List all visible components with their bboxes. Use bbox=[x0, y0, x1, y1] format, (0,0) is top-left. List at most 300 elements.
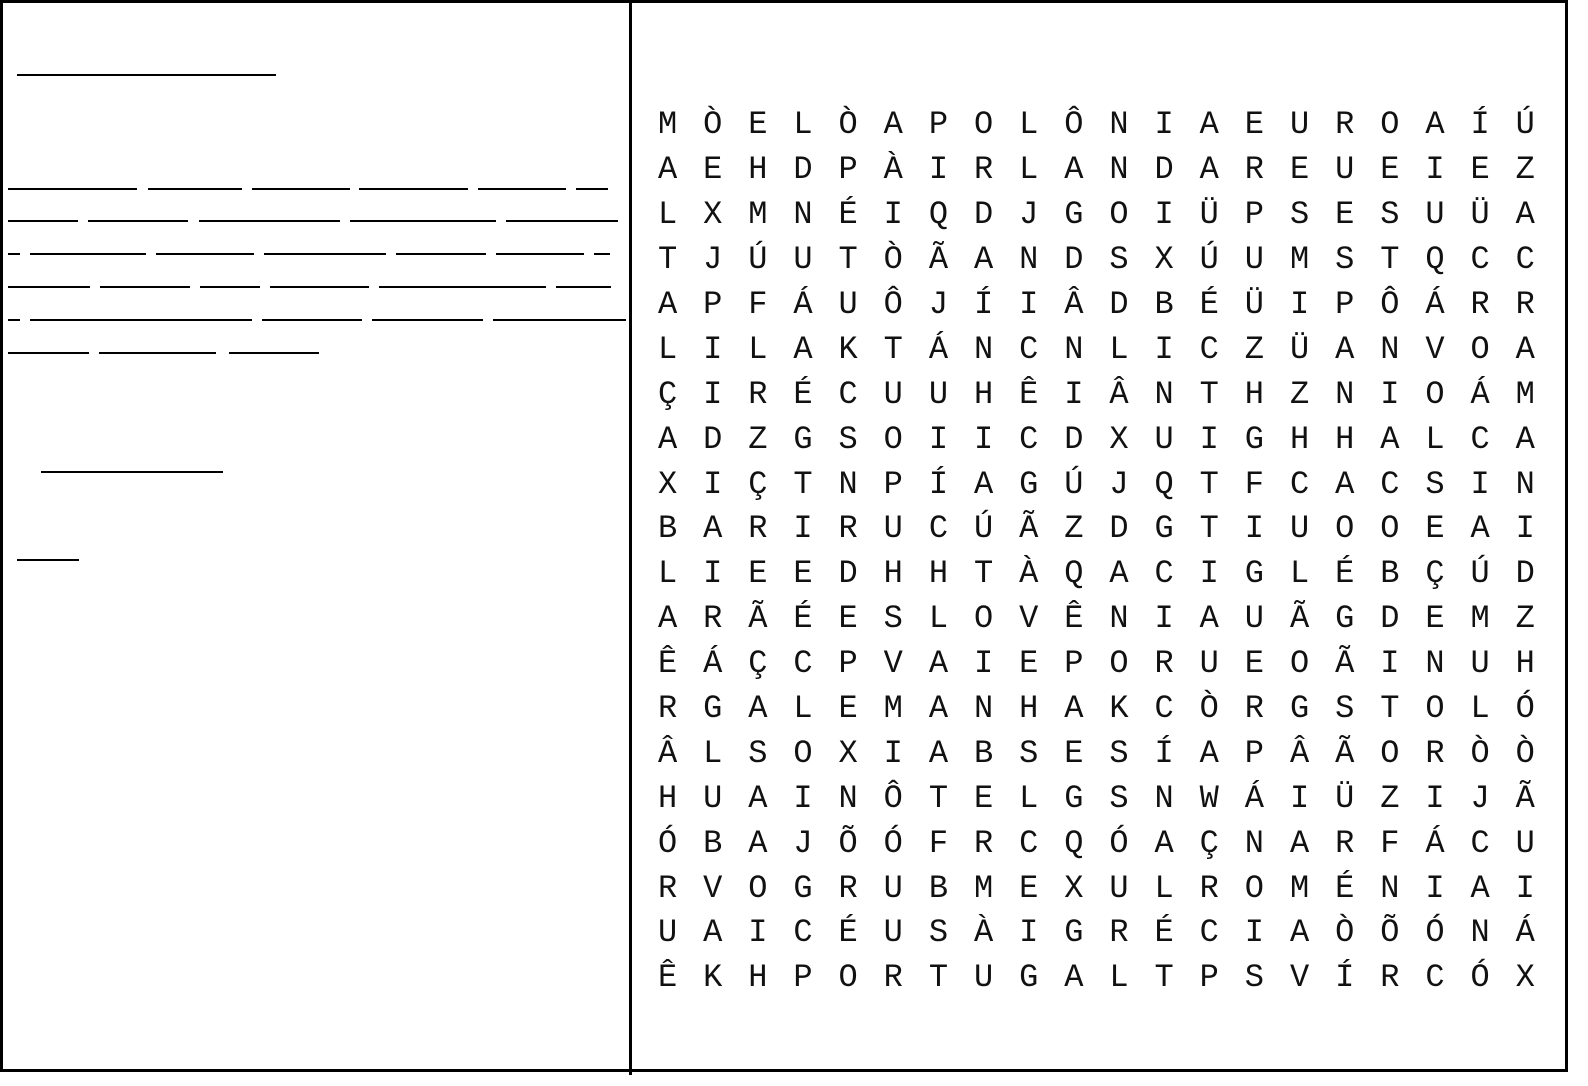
grid-letter: O bbox=[1109, 196, 1129, 234]
grid-letter: N bbox=[973, 330, 994, 368]
grid-letter: I bbox=[1425, 779, 1445, 817]
grid-letter: G bbox=[1154, 510, 1174, 548]
grid-letter: A bbox=[1199, 734, 1219, 772]
grid-letter: É bbox=[1335, 869, 1355, 907]
grid-letter: A bbox=[1064, 959, 1084, 997]
grid-letter: Ã bbox=[1335, 734, 1355, 772]
grid-letter: K bbox=[838, 330, 858, 368]
grid-letter: U bbox=[703, 779, 723, 817]
grid-letter: É bbox=[793, 600, 813, 638]
grid-letter: C bbox=[1019, 420, 1039, 458]
grid-letter: P bbox=[1244, 196, 1264, 234]
grid-letter: Q bbox=[1064, 555, 1084, 593]
grid-letter: U bbox=[657, 914, 678, 952]
grid-letter: E bbox=[1019, 645, 1039, 683]
grid-letter: L bbox=[1019, 151, 1039, 189]
grid-letter: Á bbox=[928, 330, 949, 368]
grid-letter: I bbox=[1425, 869, 1445, 907]
grid-letter: L bbox=[748, 330, 768, 368]
grid-letter: E bbox=[1064, 734, 1084, 772]
grid-letter: F bbox=[748, 286, 768, 323]
grid-letter: D bbox=[1515, 555, 1535, 593]
grid-letter: Z bbox=[1380, 779, 1400, 817]
grid-letter: O bbox=[1425, 690, 1445, 728]
grid-letter: P bbox=[838, 151, 858, 189]
text-blank-line bbox=[148, 188, 242, 190]
grid-letter: U bbox=[883, 510, 903, 548]
grid-letter: N bbox=[1515, 465, 1535, 503]
grid-letter: Ç bbox=[1425, 555, 1445, 593]
grid-letter: C bbox=[1470, 420, 1490, 458]
grid-letter: A bbox=[748, 824, 768, 862]
grid-letter: D bbox=[1109, 510, 1129, 548]
grid-letter: M bbox=[1289, 241, 1310, 279]
grid-letter: A bbox=[1064, 690, 1084, 728]
grid-letter: G bbox=[1019, 959, 1039, 997]
grid-letter: E bbox=[748, 555, 768, 593]
grid-letter: G bbox=[793, 420, 813, 458]
grid-letter: C bbox=[1154, 690, 1174, 728]
answer-blank-line bbox=[41, 471, 223, 473]
grid-letter: A bbox=[657, 151, 678, 189]
text-blank-line bbox=[350, 220, 496, 222]
grid-letter: G bbox=[703, 690, 723, 728]
grid-letter: Z bbox=[748, 420, 768, 458]
grid-letter: R bbox=[973, 824, 994, 862]
grid-letter: U bbox=[1470, 645, 1490, 683]
grid-letter: I bbox=[1380, 375, 1400, 413]
grid-letter: I bbox=[1064, 375, 1084, 413]
grid-letter: U bbox=[883, 375, 903, 413]
grid-letter: H bbox=[1289, 420, 1310, 458]
grid-letter: Á bbox=[1244, 779, 1264, 817]
grid-letter: C bbox=[1154, 555, 1174, 593]
grid-letter: E bbox=[1425, 510, 1445, 548]
grid-letter: A bbox=[1470, 510, 1490, 548]
grid-letter: U bbox=[1109, 869, 1129, 907]
grid-letter: F bbox=[1244, 465, 1264, 503]
grid-letter: Â bbox=[657, 734, 678, 772]
grid-letter: T bbox=[1199, 510, 1219, 548]
grid-letter: N bbox=[1154, 375, 1174, 413]
grid-letter: T bbox=[1154, 959, 1174, 997]
grid-letter: Ú bbox=[1199, 241, 1219, 279]
grid-letter: Ê bbox=[657, 959, 678, 997]
grid-letter: R bbox=[838, 510, 858, 548]
grid-letter: O bbox=[973, 106, 994, 144]
grid-letter: Ó bbox=[883, 824, 903, 862]
grid-letter: Ò bbox=[1199, 690, 1219, 728]
grid-letter: Z bbox=[1515, 600, 1535, 638]
grid-letter: L bbox=[1154, 869, 1174, 907]
grid-letter: C bbox=[793, 914, 813, 952]
grid-letter: S bbox=[1109, 241, 1129, 279]
grid-letter: Í bbox=[973, 286, 994, 323]
grid-letter: L bbox=[657, 330, 678, 368]
grid-letter: G bbox=[1064, 914, 1084, 952]
grid-letter: Á bbox=[1425, 824, 1445, 862]
grid-letter: C bbox=[1019, 824, 1039, 862]
grid-letter: W bbox=[1199, 779, 1219, 817]
grid-letter: Í bbox=[1154, 734, 1174, 772]
grid-letter: A bbox=[1154, 824, 1174, 862]
grid-letter: A bbox=[1515, 330, 1535, 368]
grid-letter: A bbox=[657, 600, 678, 638]
grid-letter: E bbox=[1425, 600, 1445, 638]
grid-letter: A bbox=[1199, 151, 1219, 189]
grid-letter: I bbox=[883, 734, 903, 772]
grid-letter: O bbox=[973, 600, 994, 638]
grid-letter: I bbox=[1154, 330, 1174, 368]
grid-letter: R bbox=[973, 151, 994, 189]
grid-letter: Ô bbox=[883, 286, 903, 323]
grid-letter: Ò bbox=[883, 241, 903, 279]
grid-letter: Ó bbox=[1470, 959, 1490, 997]
grid-letter: O bbox=[1109, 645, 1129, 683]
grid-letter: O bbox=[838, 959, 858, 997]
grid-letter: P bbox=[883, 465, 903, 503]
grid-letter: S bbox=[1244, 959, 1264, 997]
grid-letter: R bbox=[838, 869, 858, 907]
grid-letter: Á bbox=[703, 645, 723, 683]
grid-letter: Ò bbox=[1470, 734, 1490, 772]
grid-letter: U bbox=[1515, 824, 1535, 862]
grid-letter: Ò bbox=[1335, 914, 1355, 952]
grid-letter: U bbox=[1335, 151, 1355, 189]
grid-letter: X bbox=[1154, 241, 1174, 279]
grid-letter: E bbox=[838, 690, 858, 728]
grid-letter: T bbox=[883, 330, 903, 368]
grid-letter: A bbox=[973, 465, 994, 503]
grid-letter: X bbox=[703, 196, 723, 234]
grid-letter: L bbox=[793, 106, 813, 144]
grid-letter: C bbox=[1019, 330, 1039, 368]
grid-letter: U bbox=[793, 241, 813, 279]
grid-letter: R bbox=[1380, 959, 1400, 997]
grid-letter: À bbox=[973, 914, 994, 952]
grid-letter: I bbox=[1154, 600, 1174, 638]
text-blank-line bbox=[156, 253, 254, 255]
grid-letter: Ü bbox=[1244, 286, 1264, 323]
grid-letter: T bbox=[657, 241, 678, 279]
grid-letter: Ó bbox=[1425, 914, 1445, 952]
grid-letter: A bbox=[657, 286, 678, 323]
grid-letter: B bbox=[928, 869, 949, 907]
grid-letter: C bbox=[838, 375, 858, 413]
grid-letter: I bbox=[1380, 645, 1400, 683]
grid-letter: I bbox=[1515, 510, 1535, 548]
grid-letter: I bbox=[973, 645, 994, 683]
grid-letter: R bbox=[1244, 151, 1264, 189]
grid-letter: N bbox=[973, 690, 994, 728]
grid-letter: M bbox=[1470, 600, 1490, 638]
grid-letter: E bbox=[1470, 151, 1490, 189]
grid-letter: V bbox=[1425, 330, 1445, 368]
grid-letter: R bbox=[1335, 106, 1355, 144]
grid-letter: N bbox=[1109, 600, 1129, 638]
grid-letter: D bbox=[973, 196, 994, 234]
grid-letter: B bbox=[657, 510, 678, 548]
grid-letter: A bbox=[928, 690, 949, 728]
grid-letter: Ê bbox=[1019, 375, 1039, 413]
grid-letter: G bbox=[1335, 600, 1355, 638]
grid-letter: D bbox=[793, 151, 813, 189]
grid-letter: Ã bbox=[1289, 600, 1310, 638]
grid-letter: G bbox=[793, 869, 813, 907]
grid-letter: B bbox=[973, 734, 994, 772]
grid-letter: U bbox=[1154, 420, 1174, 458]
grid-letter: L bbox=[1289, 555, 1310, 593]
grid-letter: I bbox=[1470, 465, 1490, 503]
grid-letter: Q bbox=[1425, 241, 1445, 279]
grid-letter: Ü bbox=[1335, 779, 1355, 817]
grid-letter: T bbox=[928, 779, 949, 817]
grid-letter: É bbox=[1199, 286, 1219, 323]
grid-letter: J bbox=[928, 286, 949, 323]
grid-letter: I bbox=[1019, 914, 1039, 952]
grid-letter: C bbox=[1199, 330, 1219, 368]
grid-letter: M bbox=[657, 106, 678, 144]
grid-letter: R bbox=[657, 690, 678, 728]
grid-letter: I bbox=[703, 375, 723, 413]
grid-letter: À bbox=[883, 151, 903, 189]
panel-divider bbox=[629, 3, 632, 1075]
grid-letter: U bbox=[1244, 241, 1264, 279]
text-blank-line bbox=[262, 319, 362, 321]
grid-letter: S bbox=[1109, 734, 1129, 772]
grid-letter: T bbox=[1380, 690, 1400, 728]
text-blank-line bbox=[199, 220, 340, 222]
grid-letter: Ú bbox=[748, 241, 768, 279]
grid-letter: U bbox=[838, 286, 858, 323]
text-blank-line bbox=[493, 319, 626, 321]
grid-letter: Ú bbox=[973, 510, 994, 548]
text-blank-line bbox=[30, 253, 146, 255]
grid-letter: M bbox=[973, 869, 994, 907]
grid-letter: A bbox=[1109, 555, 1129, 593]
grid-letter: A bbox=[1470, 869, 1490, 907]
grid-letter: T bbox=[973, 555, 994, 593]
grid-letter: U bbox=[1289, 106, 1310, 144]
grid-letter: N bbox=[1064, 330, 1084, 368]
grid-letter: L bbox=[1019, 106, 1039, 144]
text-blank-line bbox=[8, 188, 137, 190]
grid-letter: C bbox=[1199, 914, 1219, 952]
grid-letter: J bbox=[1470, 779, 1490, 817]
grid-letter: N bbox=[1380, 330, 1400, 368]
grid-letter: U bbox=[973, 959, 994, 997]
grid-letter: Ú bbox=[1515, 106, 1535, 144]
grid-letter: I bbox=[1244, 914, 1264, 952]
grid-letter: L bbox=[703, 734, 723, 772]
grid-letter: M bbox=[748, 196, 768, 234]
grid-letter: A bbox=[1425, 106, 1445, 144]
grid-letter: D bbox=[1064, 241, 1084, 279]
grid-letter: P bbox=[1199, 959, 1219, 997]
grid-letter: D bbox=[1154, 151, 1174, 189]
grid-letter: Á bbox=[1470, 375, 1490, 413]
text-blank-line bbox=[496, 253, 584, 255]
grid-letter: X bbox=[1515, 959, 1535, 997]
grid-letter: Í bbox=[1470, 106, 1490, 144]
grid-letter: G bbox=[1289, 690, 1310, 728]
grid-letter: U bbox=[1199, 645, 1219, 683]
grid-letter: Ç bbox=[657, 375, 678, 413]
grid-letter: Ó bbox=[1109, 824, 1129, 862]
grid-letter: L bbox=[1470, 690, 1490, 728]
grid-letter: I bbox=[1244, 510, 1264, 548]
grid-letter: A bbox=[657, 420, 678, 458]
grid-letter: S bbox=[1109, 779, 1129, 817]
grid-letter: P bbox=[1244, 734, 1264, 772]
grid-letter: I bbox=[1425, 151, 1445, 189]
grid-letter: É bbox=[838, 196, 858, 234]
grid-letter: A bbox=[928, 734, 949, 772]
grid-letter: I bbox=[703, 465, 723, 503]
text-blank-line bbox=[200, 286, 260, 288]
grid-letter: C bbox=[1515, 241, 1535, 279]
grid-letter: Õ bbox=[1380, 914, 1400, 952]
grid-letter: C bbox=[928, 510, 949, 548]
grid-letter: O bbox=[1244, 869, 1264, 907]
grid-letter: Ê bbox=[1064, 600, 1084, 638]
grid-letter: I bbox=[703, 330, 723, 368]
grid-letter: C bbox=[1470, 824, 1490, 862]
text-blank-line bbox=[252, 188, 350, 190]
grid-letter: J bbox=[793, 824, 813, 862]
title-blank-line bbox=[17, 74, 276, 76]
grid-letter: Ô bbox=[883, 779, 903, 817]
text-blank-line bbox=[8, 220, 78, 222]
grid-letter: V bbox=[883, 645, 903, 683]
text-blank-line bbox=[556, 286, 611, 288]
text-blank-line bbox=[8, 319, 20, 321]
grid-letter: I bbox=[793, 779, 813, 817]
grid-letter: R bbox=[1244, 690, 1264, 728]
grid-letter: Õ bbox=[838, 824, 858, 862]
grid-letter: O bbox=[1335, 510, 1355, 548]
grid-letter: L bbox=[1019, 779, 1039, 817]
grid-letter: S bbox=[928, 914, 949, 952]
grid-letter: E bbox=[1244, 645, 1264, 683]
grid-letter: O bbox=[793, 734, 813, 772]
grid-letter: Ã bbox=[1019, 510, 1039, 548]
grid-letter: Ü bbox=[1470, 196, 1490, 234]
grid-letter: Ò bbox=[1515, 734, 1535, 772]
grid-letter: R bbox=[1515, 286, 1535, 323]
grid-letter: U bbox=[883, 869, 903, 907]
text-blank-line bbox=[8, 253, 20, 255]
grid-letter: L bbox=[1109, 959, 1129, 997]
grid-letter: P bbox=[793, 959, 813, 997]
grid-letter: L bbox=[1425, 420, 1445, 458]
grid-letter: A bbox=[1199, 106, 1219, 144]
grid-letter: X bbox=[838, 734, 858, 772]
grid-letter: I bbox=[928, 151, 949, 189]
grid-letter: I bbox=[793, 510, 813, 548]
grid-letter: S bbox=[1380, 196, 1400, 234]
text-blank-line bbox=[594, 253, 610, 255]
grid-letter: P bbox=[1064, 645, 1084, 683]
grid-letter: E bbox=[1019, 869, 1039, 907]
text-blank-line bbox=[100, 286, 190, 288]
grid-letter: H bbox=[973, 375, 994, 413]
grid-letter: L bbox=[1109, 330, 1129, 368]
grid-letter: G bbox=[1064, 779, 1084, 817]
grid-letter: S bbox=[1425, 465, 1445, 503]
grid-letter: A bbox=[1335, 330, 1355, 368]
grid-letter: R bbox=[1425, 734, 1445, 772]
grid-letter: N bbox=[1244, 824, 1264, 862]
grid-letter: J bbox=[703, 241, 723, 279]
grid-letter: Ô bbox=[1380, 286, 1400, 323]
grid-letter: A bbox=[1289, 914, 1310, 952]
grid-letter: Ü bbox=[1199, 196, 1219, 234]
grid-letter: S bbox=[838, 420, 858, 458]
grid-letter: R bbox=[1199, 869, 1219, 907]
text-blank-line bbox=[372, 319, 483, 321]
text-blank-line bbox=[396, 253, 486, 255]
grid-letter: Q bbox=[1064, 824, 1084, 862]
grid-letter: É bbox=[1154, 914, 1174, 952]
grid-letter: O bbox=[1380, 734, 1400, 772]
grid-letter: T bbox=[838, 241, 858, 279]
grid-letter: N bbox=[1019, 241, 1039, 279]
grid-letter: N bbox=[1380, 869, 1400, 907]
grid-letter: Ü bbox=[1289, 330, 1310, 368]
grid-letter: A bbox=[883, 106, 903, 144]
grid-letter: H bbox=[1515, 645, 1535, 683]
grid-letter: H bbox=[883, 555, 903, 593]
grid-letter: G bbox=[1064, 196, 1084, 234]
grid-letter: Á bbox=[793, 286, 813, 323]
grid-letter: O bbox=[748, 869, 768, 907]
grid-letter: I bbox=[748, 914, 768, 952]
grid-letter: U bbox=[1425, 196, 1445, 234]
grid-letter: N bbox=[793, 196, 813, 234]
grid-letter: A bbox=[1064, 151, 1084, 189]
grid-letter: O bbox=[883, 420, 903, 458]
grid-letter: Ã bbox=[928, 241, 949, 279]
grid-letter: L bbox=[657, 196, 678, 234]
grid-letter: E bbox=[1335, 196, 1355, 234]
grid-letter: O bbox=[1380, 510, 1400, 548]
grid-letter: D bbox=[1109, 286, 1129, 323]
grid-letter: U bbox=[928, 375, 949, 413]
grid-letter: Ç bbox=[748, 645, 768, 683]
grid-letter: Ç bbox=[748, 465, 768, 503]
grid-letter: E bbox=[1380, 151, 1400, 189]
grid-letter: I bbox=[1289, 286, 1310, 323]
grid-letter: H bbox=[1019, 690, 1039, 728]
grid-letter: Ê bbox=[657, 645, 678, 683]
grid-letter: M bbox=[1515, 375, 1535, 413]
grid-letter: B bbox=[1154, 286, 1174, 323]
grid-letter: I bbox=[1289, 779, 1310, 817]
grid-letter: Z bbox=[1244, 330, 1264, 368]
grid-letter: É bbox=[838, 914, 858, 952]
grid-letter: Ò bbox=[838, 106, 858, 144]
grid-letter: H bbox=[657, 779, 678, 817]
text-blank-line bbox=[30, 319, 252, 321]
grid-letter: Ó bbox=[657, 824, 678, 862]
grid-letter: É bbox=[1335, 555, 1355, 593]
text-blank-line bbox=[8, 286, 90, 288]
grid-letter: S bbox=[1335, 690, 1355, 728]
grid-letter: B bbox=[1380, 555, 1400, 593]
grid-letter: Ú bbox=[1470, 555, 1490, 593]
grid-letter: K bbox=[1109, 690, 1129, 728]
